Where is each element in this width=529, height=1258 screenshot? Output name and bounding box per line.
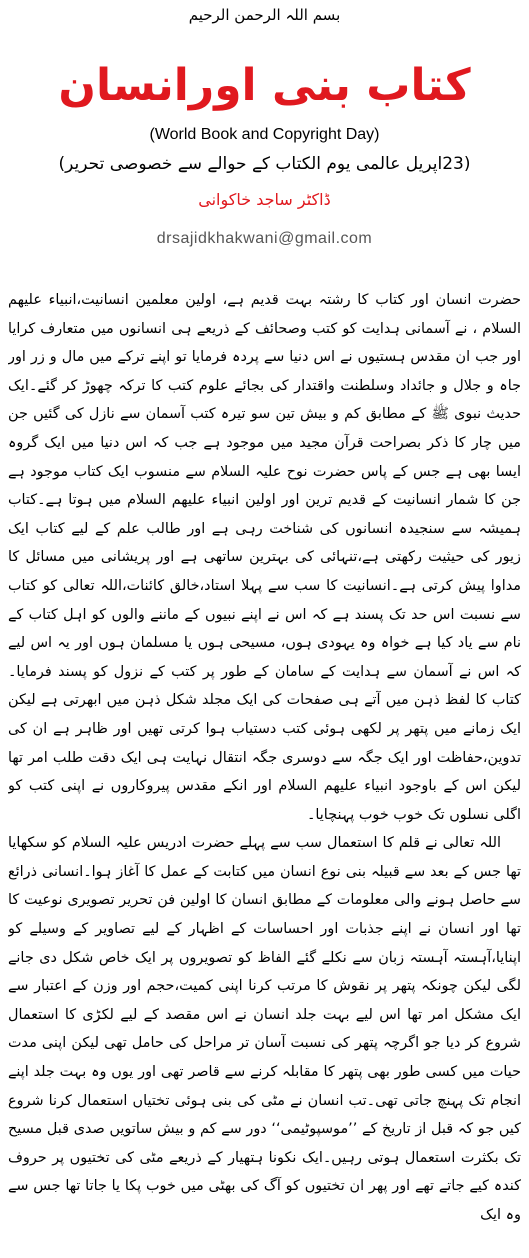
author-email[interactable]: drsajidkhakwani@gmail.com — [156, 230, 373, 247]
body-paragraph: اللہ تعالی نے قلم کا استعمال سب سے پہلے حضرت ادریس علیہ السلام کو سکھایا تھا جس کے بعد سے قبیلہ بنی نوع انسان میں کتابت کے عمل کا آغاز ہوا۔انسانی ذرائع سے حاصل ہونے والی معلومات کے مطابق انسان کا اولین فن تحریر تصویری نوعیت کا تھا اور انسان نے اپنے جذبات اور احساسات کے اظہار کے لیے تصاویر کے وسیلے کو اپنایا،آہستہ آہستہ زبان سے نکلے گئے الفاظ کو تصویروں پر ایک خاص شکل دی جانے لگی لیکن چونکہ پتھر پر نقوش کا مرتب کرنا اپنی کمیت،حجم اور وزن کے اعتبار سے ایک مشکل امر تھا اس لیے بہت جلد انسان نے اس مقصد کے لیے لکڑی کا استعمال شروع کر دیا جو اگرچہ پتھر کی نسبت آسان تر مراحل کی حامل تھی لیکن اپنی مدت حیات میں کسی طور بھی پتھر کا مقابلہ کرنے سے قاصر تھی اور یوں وہ بہت جلد اپنے انجام تک پہنچ جاتی تھی۔تب انسان نے مٹی کی بنی ہوئی تختیاں استعمال کرنا شروع کیں جو کہ قبل از تاریخ کے ’’موسپوٹیمی‘‘ دور سے کم و بیش ساتویں صدی قبل مسیح تک بکثرت استعمال ہوتی رہیں۔ایک نکونا ہتھیار کے ذریعے مٹی کی تختیوں پر حروف کندہ کیے جاتے تھے اور پھر ان تختیوں کو آگ کی بھٹی میں خوب پکا یا جاتا تھا جس سے وہ ایک — [8, 835, 521, 1223]
bismillah-heading: بسم اللہ الرحمن الرحیم — [188, 6, 341, 24]
article-body — [8, 286, 521, 1250]
body-paragraph: حضرت انسان اور کتاب کا رشتہ بہت قدیم ہے، اولین معلمین انسانیت،انبیاء علیھم السلام ، نے آسمانی ہدایت کو کتب وصحائف کے ذریعے ہی انسانوں میں متعارف کرایا اور جب ان مقدس ہستیوں نے اس دنیا سے پردہ فرمایا تو اپنے ترکے میں مال و زر اور جاہ و جلال و جائداد وسلطنت واقتدار کی بجائے علوم کتب کا ترکہ چھوڑ کر گئے۔ایک حدیث نبوی ﷺ کے مطابق کم و بیش تین سو تیرہ کتب آسمان سے نازل کی گئیں جن میں چار کا ذکر بصراحت قرآن مجید میں موجود ہے جب کہ اس دنیا میں ایک گروہ ایسا بھی ہے جس کے پاس حضرت نوح علیہ السلام سے منسوب ایک کتاب موجود ہے جن کا شمار انسانیت کے قدیم ترین اور اولین انبیاء علیھم السلام میں ہوتا ہے۔کتاب ہمیشہ سے سنجیدہ انسانوں کی شناخت رہی ہے اور طالب علم کے لیے کتاب ایک زیور کی حیثیت رکھتی ہے،تنہائی کی بہترین ساتھی ہے اور پریشانی میں مسائل کا مداوا پیش کرتی ہے۔انسانیت کا سب سے پہلا استاد،خالق کائنات،اللہ تعالی کو کتاب سے نسبت اس حد تک پسند ہے کہ اس نے اپنے نبیوں کے ماننے والوں کو اہل کتاب کے نام سے یاد کیا ہے خواہ وہ یہودی ہوں، مسیحی ہوں یا مسلمان ہوں اور یہ اس لیے کہ اس نے آسمان سے ہدایت کے سامان کے طور پر کتب کے نزول کو پسند فرمایا۔کتاب کا لفظ ذہن میں آتے ہی صفحات کی ایک مجلد شکل ذہن میں ابھرتی ہے لیکن ایک زمانے میں پتھر پر لکھی ہوئی کتب دستیاب ہوا کرتی تھیں اور ظاہر ہے ان کی تدوین،حفاظت اور ایک جگہ سے دوسری جگہ انتقال نہایت ہی ایک دقت طلب امر تھا لیکن اس کے باوجود انبیاء علیھم السلام اور انکے مقدس پیروکاروں نے اپنی کتب کو اگلی نسلوں تک خوب خوب پہنچایا۔ — [8, 292, 521, 823]
author-name: ڈاکٹر ساجد خاکوانی — [198, 190, 331, 209]
article-subtitle: (World Book and Copyright Day) — [149, 126, 380, 143]
occasion-line: (23اپریل عالمی یوم الکتاب کے حوالے سے خصوصی تحریر) — [58, 154, 471, 174]
article-title: کتاب بنی اورانسان — [58, 60, 471, 111]
